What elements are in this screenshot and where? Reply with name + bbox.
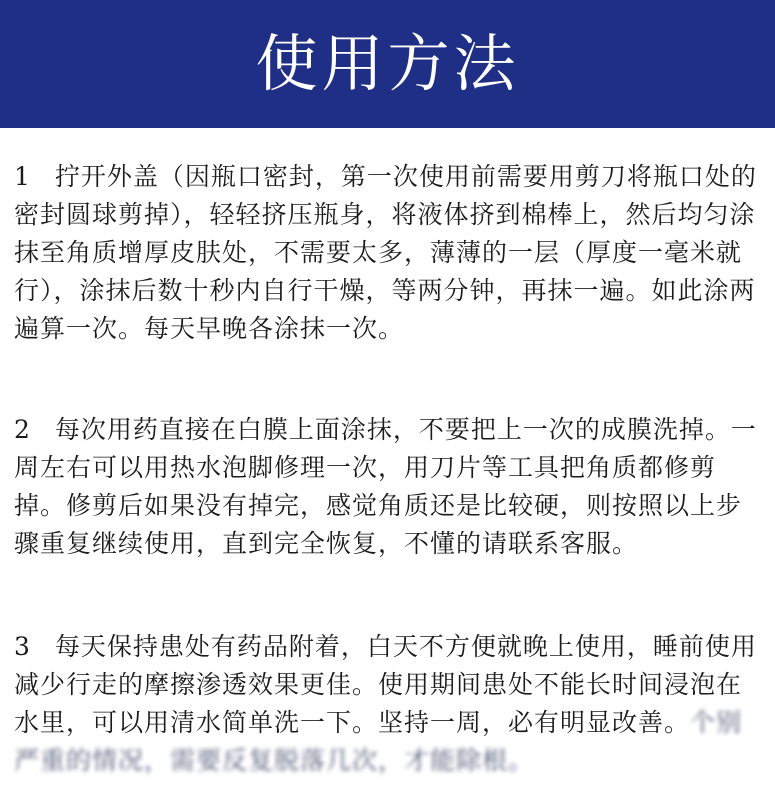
step-number: 3	[14, 632, 31, 661]
step-text: 拧开外盖（因瓶口密封，第一次使用前需要用剪刀将瓶口处的密封圆球剪掉），轻轻挤压瓶身，将液体挤到棉棒上，然后均匀涂抹至角质增厚皮肤处，不需要太多，薄薄的一层（厚度一毫米就行），涂抹后数十秒内自行干燥，等两分钟，再抹一遍。如此涂两遍算一次。每天早晚各涂抹一次。	[14, 162, 757, 343]
instruction-step-1	[14, 158, 766, 348]
page-header	[0, 0, 775, 128]
page-title: 使用方法	[255, 27, 520, 100]
step-text: 每天保持患处有药品附着，白天不方便就晚上使用，睡前使用减少行走的摩擦渗透效果更佳。使用期间患处不能长时间浸泡在水里，可以用清水简单洗一下。坚持一周，必有明显改善。	[14, 632, 757, 737]
step-number: 2	[14, 415, 31, 444]
step-number: 1	[14, 162, 31, 191]
instruction-step-3	[14, 628, 766, 780]
step-text: 每次用药直接在白膜上面涂抹，不要把上一次的成膜洗掉。一周左右可以用热水泡脚修理一次，用刀片等工具把角质都修剪掉。修剪后如果没有掉完，感觉角质还是比较硬，则按照以上步骤重复继续使用，直到完全恢复，不懂的请联系客服。	[14, 415, 757, 558]
instruction-step-2	[14, 411, 766, 563]
blurred-step-text: 个别严重的情况，需要反复脱落几次，才能除根。	[14, 708, 743, 775]
instructions-content	[0, 128, 775, 800]
